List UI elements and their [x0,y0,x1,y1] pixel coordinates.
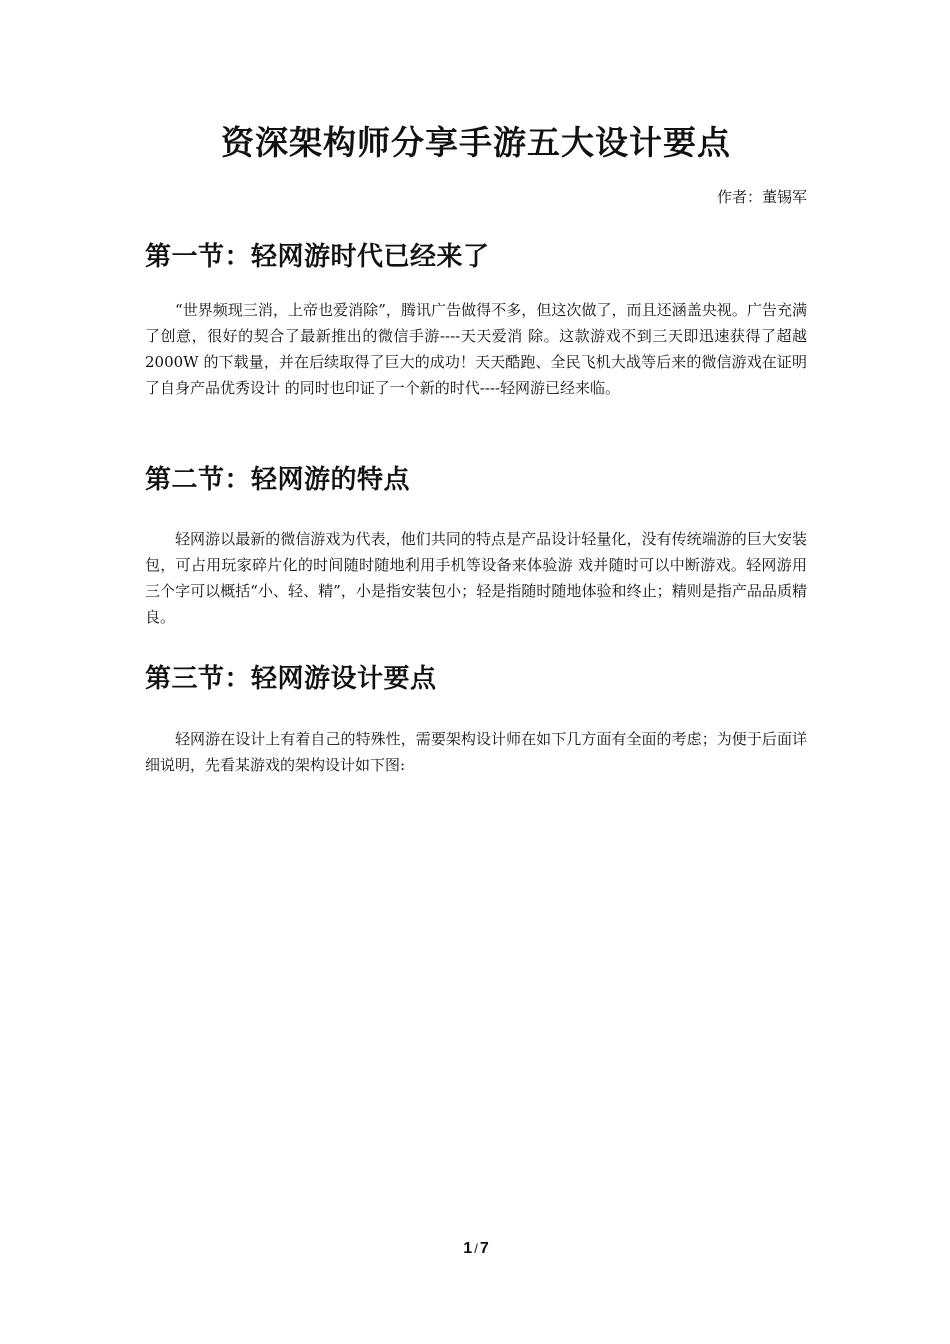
total-pages-number: 7 [479,1240,489,1257]
section-3-paragraph: 轻网游在设计上有着自己的特殊性，需要架构设计师在如下几方面有全面的考虑；为便于后面详细说明，先看某游戏的架构设计如下图: [145,730,807,774]
section-1-heading: 第一节：轻网游时代已经来了 [145,242,490,272]
section-2-heading: 第二节：轻网游的特点 [145,465,411,495]
current-page-number: 1 [463,1240,473,1257]
page-number-separator: / [474,1241,478,1256]
author-line: 作者：董锡军 [716,188,807,206]
section-2-paragraph: 轻网游以最新的微信游戏为代表，他们共同的特点是产品设计轻量化，没有传统端游的巨大安装包，可占用玩家碎片化的时间随时随地利用手机等设备来体验游 戏并随时可以中断游戏。轻网游用三个字可以概括“小、轻、精”，小是指安装包小；轻是指随时随地体验和终止；精则是指产品品质精良。 [145,530,807,626]
section-1-paragraph: “世界频现三消，上帝也爱消除”，腾讯广告做得不多，但这次做了，而且还涵盖央视。广告充满了创意，很好的契合了最新推出的微信手游----天天爱消 除。这款游戏不到三天即迅速获得了超越 2000W 的下载量，并在后续取得了巨大的成功！天天酷跑、全民飞机大战等后来的微信游戏在证明了自身产品优秀设计 的同时也印证了一个新的时代----轻网游已经来临。 [145,301,807,397]
document-page [145,0,807,1344]
page-number [145,1240,807,1258]
section-3-heading: 第三节：轻网游设计要点 [145,664,437,694]
document-title: 资深架构师分享手游五大设计要点 [221,123,731,162]
